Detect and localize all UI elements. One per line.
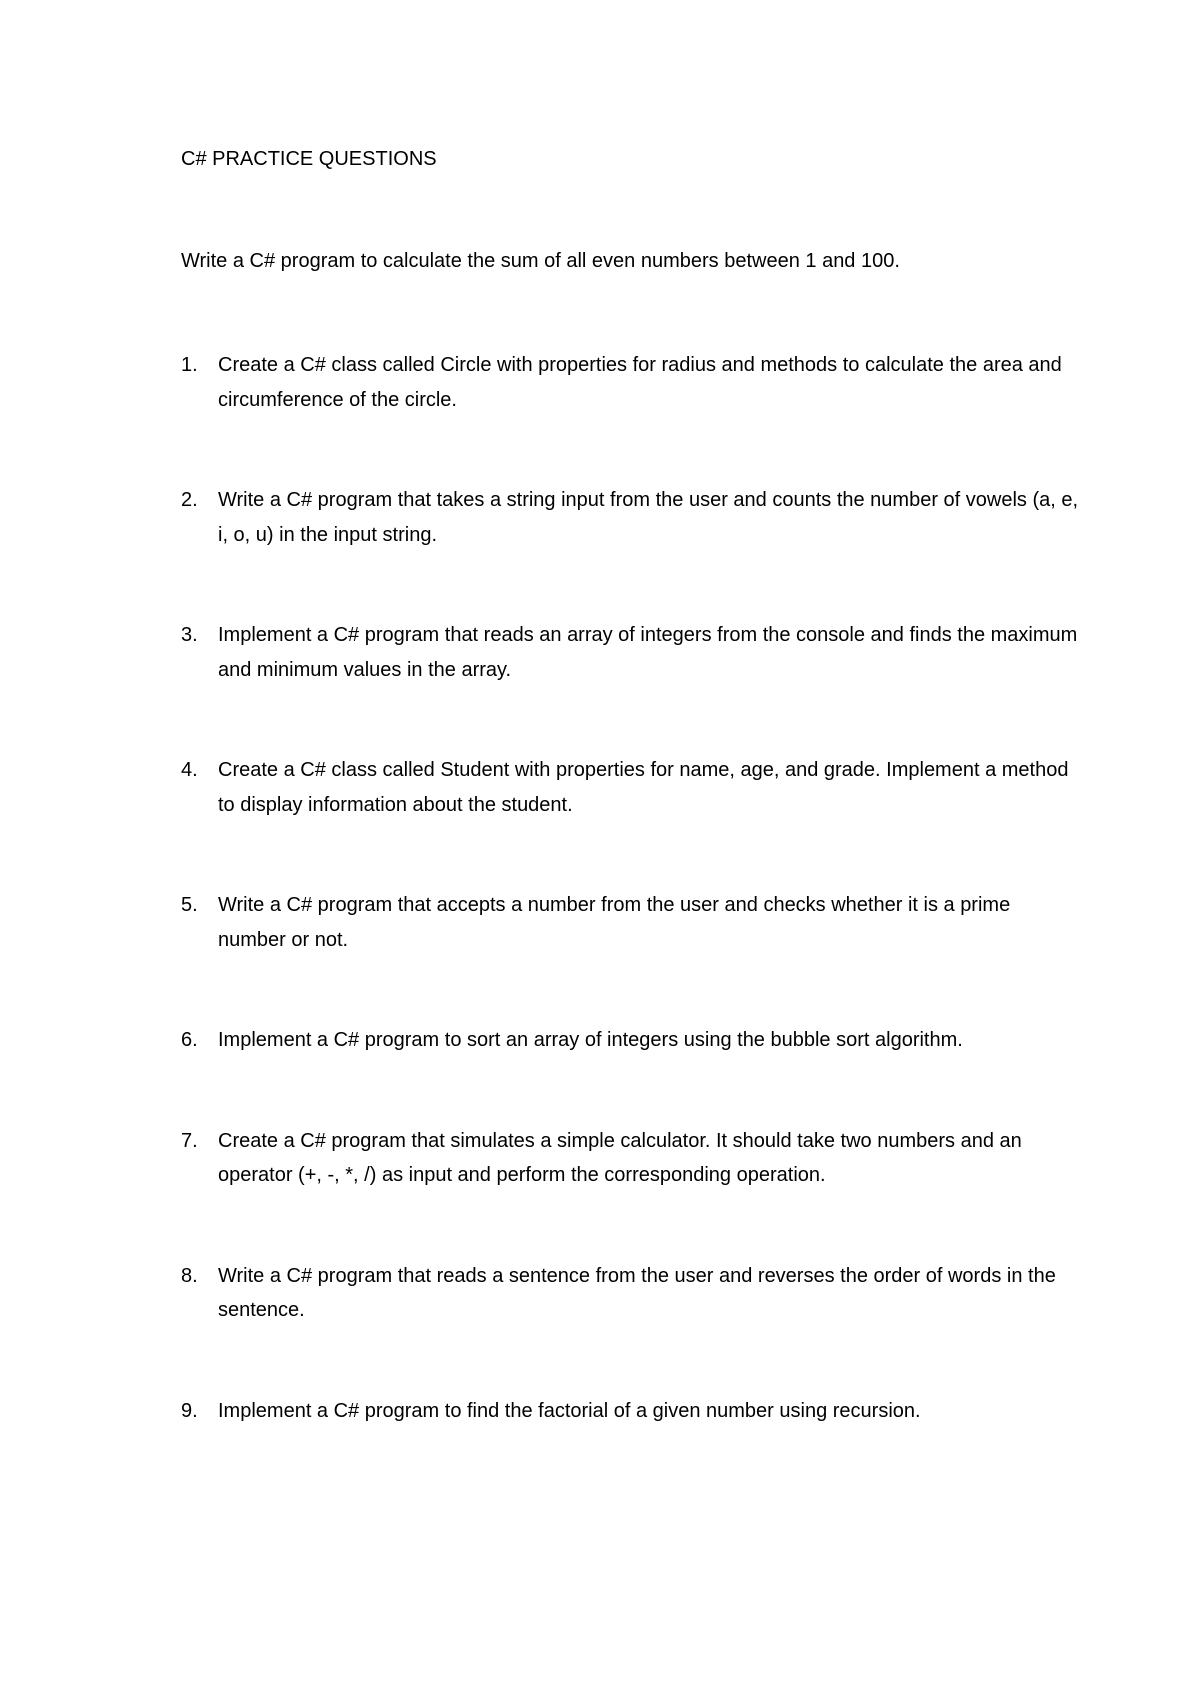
question-number: 7. [181, 1129, 198, 1152]
question-text: Write a C# program that takes a string input from the user and counts the number of vowels (a, e, i, o, u) in the input string. [218, 489, 1079, 546]
question-number: 1. [181, 354, 198, 376]
question-number: 5. [181, 894, 198, 916]
question-list [181, 348, 1081, 1494]
document-title: C# PRACTICE QUESTIONS [181, 148, 437, 170]
question-number: 9. [181, 1399, 198, 1422]
question-number: 8. [181, 1264, 198, 1287]
question-item [181, 483, 1081, 552]
question-item [181, 1259, 1081, 1328]
question-item [181, 1124, 1081, 1193]
intro-question: Write a C# program to calculate the sum of all even numbers between 1 and 100. [181, 250, 900, 272]
question-text: Create a C# program that simulates a simple calculator. It should take two numbers and an operator (+, -, *, /) as input and perform the corresponding operation. [218, 1129, 1022, 1186]
question-text: Implement a C# program to sort an array of integers using the bubble sort algorithm. [218, 1029, 963, 1051]
document-content [181, 145, 1081, 1422]
question-text: Write a C# program that accepts a number from the user and checks whether it is a prime number or not. [218, 894, 1011, 951]
question-item [181, 888, 1081, 957]
question-item [181, 348, 1081, 417]
question-text: Write a C# program that reads a sentence from the user and reverses the order of words in the sentence. [218, 1264, 1056, 1321]
question-number: 4. [181, 759, 198, 781]
question-text: Create a C# class called Student with properties for name, age, and grade. Implement a method to display information about the student. [218, 759, 1069, 816]
question-item [181, 1023, 1081, 1058]
question-number: 2. [181, 489, 198, 511]
question-item [181, 753, 1081, 822]
question-number: 6. [181, 1029, 198, 1051]
question-number: 3. [181, 624, 198, 646]
question-item [181, 1394, 1081, 1429]
question-text: Implement a C# program that reads an array of integers from the console and finds the maximum and minimum values in the array. [218, 624, 1078, 681]
question-item [181, 618, 1081, 687]
question-text: Create a C# class called Circle with properties for radius and methods to calculate the area and circumference of the circle. [218, 354, 1062, 411]
question-text: Implement a C# program to find the factorial of a given number using recursion. [218, 1399, 921, 1422]
